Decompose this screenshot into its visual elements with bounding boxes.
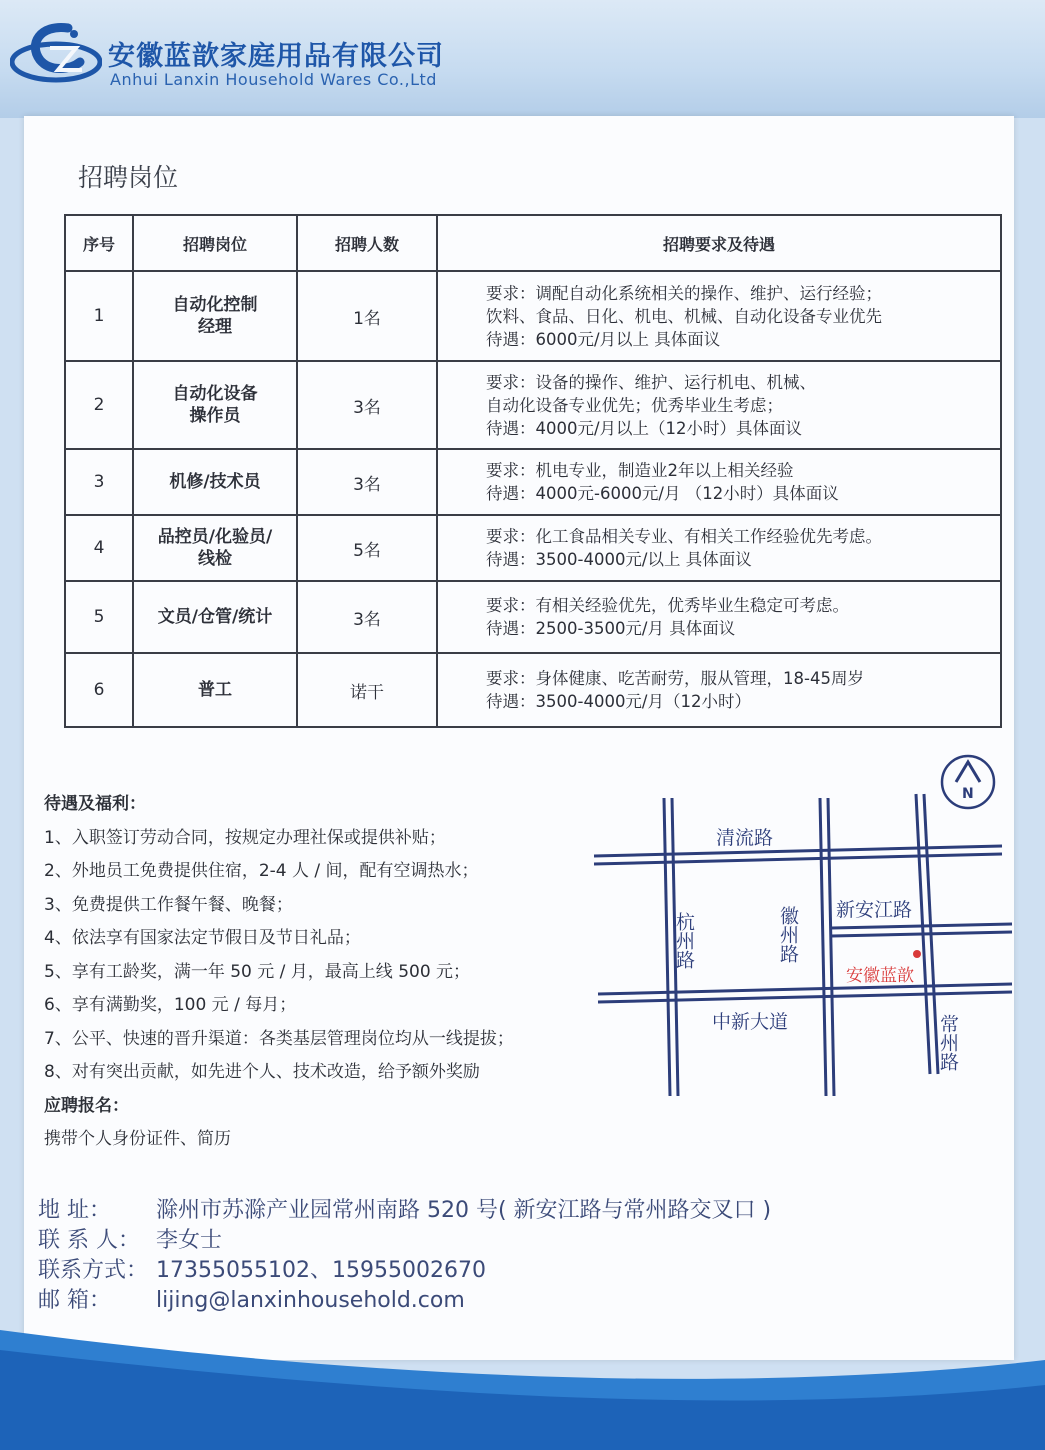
- row-details: [437, 515, 1001, 581]
- header-count: 招聘人数: [297, 215, 437, 271]
- position-line: 自动化设备: [172, 384, 258, 404]
- row-no: 3: [65, 449, 133, 515]
- row-position: [133, 581, 297, 653]
- person-row: [38, 1226, 771, 1256]
- svg-text:常州路: 常州路: [937, 1014, 959, 1071]
- row-no: 6: [65, 653, 133, 727]
- row-details: [437, 653, 1001, 727]
- row-position: [133, 515, 297, 581]
- benefit-item: 6、享有满勤奖，100 元 / 每月；: [44, 995, 297, 1015]
- contact-section: [38, 1196, 771, 1316]
- position-line: 品控员/化验员/: [157, 527, 273, 547]
- address-value: 滁州市苏滁产业园常州南路 520 号( 新安江路与常州路交叉口 ): [156, 1198, 772, 1223]
- row-details: [437, 361, 1001, 449]
- row-count: 诺干: [297, 653, 437, 727]
- row-no: 4: [65, 515, 133, 581]
- apply-title: 应聘报名：: [44, 1095, 129, 1116]
- svg-text:杭州路: 杭州路: [673, 912, 695, 969]
- north-arrow-icon: [956, 762, 980, 782]
- company-name-cn: 安徽蓝歆家庭用品有限公司: [108, 41, 444, 72]
- table-row: [65, 361, 1001, 449]
- detail-line: 要求：设备的操作、维护、运行机电、机械、: [486, 372, 816, 392]
- detail-line: 要求：有相关经验优先，优秀毕业生稳定可考虑。: [486, 596, 849, 615]
- detail-line: 待遇：4000元/月以上（12小时）具体面议: [486, 418, 803, 438]
- benefit-item: 7、公平、快速的晋升渠道：各类基层管理岗位均从一线提拔；: [44, 1028, 514, 1049]
- benefit-item: 2、外地员工免费提供住宿，2-4 人 / 间，配有空调热水；: [44, 861, 479, 881]
- detail-line: 要求：身体健康、吃苦耐劳，服从管理，18-45周岁: [486, 669, 864, 688]
- row-position: [133, 653, 297, 727]
- detail-line: 饮料、食品、日化、机电、机械、自动化设备专业优先: [486, 306, 882, 326]
- header-no: 序号: [65, 215, 133, 271]
- position-line: 自动化控制: [172, 295, 258, 315]
- benefits-title: 待遇及福利：: [44, 794, 146, 814]
- detail-line: 待遇：6000元/月以上 具体面议: [486, 329, 721, 349]
- detail-line: 待遇：4000元-6000元/月 （12小时）具体面议: [486, 484, 839, 503]
- row-details: [437, 581, 1001, 653]
- row-count: 3名: [297, 581, 437, 653]
- section-title: 招聘岗位: [78, 163, 179, 192]
- row-position: [133, 449, 297, 515]
- road-label-qingliu: 清流路: [716, 827, 774, 849]
- email-row: [38, 1286, 771, 1316]
- detail-line: 要求：机电专业，制造业2年以上相关经验: [486, 461, 794, 480]
- road-label-huizhou: [777, 906, 799, 963]
- benefit-item: 5、享有工龄奖，满一年 50 元 / 月，最高上线 500 元；: [44, 961, 471, 982]
- benefit-item: 1、入职签订劳动合同，按规定办理社保或提供补贴；: [44, 827, 446, 848]
- benefit-item: 8、对有突出贡献，如先进个人、技术改造，给予额外奖励: [44, 1062, 480, 1082]
- row-count: 5名: [297, 515, 437, 581]
- svg-text:徽州路: 徽州路: [777, 906, 799, 963]
- row-position: [133, 271, 297, 361]
- row-no: 5: [65, 581, 133, 653]
- address-label: 地 址：: [38, 1198, 111, 1223]
- benefits-section: [44, 788, 514, 1157]
- header-details: 招聘要求及待遇: [437, 215, 1001, 271]
- position-line: 经理: [198, 317, 232, 337]
- marker-label: 安徽蓝歆: [846, 966, 914, 986]
- person-value: 李女士: [156, 1228, 223, 1253]
- detail-line: 待遇：3500-4000元/月（12小时）: [486, 692, 751, 711]
- position-line: 普工: [198, 680, 232, 700]
- row-count: 3名: [297, 361, 437, 449]
- table-row: [65, 653, 1001, 727]
- road-label-hangzhou: [673, 912, 695, 969]
- position-line: 操作员: [189, 406, 241, 426]
- apply-text: 携带个人身份证件、简历: [44, 1129, 231, 1149]
- row-details: [437, 271, 1001, 361]
- road-label-xinanjiang: 新安江路: [836, 899, 913, 921]
- job-table: [64, 214, 1002, 728]
- header-banner: [0, 0, 1045, 118]
- location-map: [592, 752, 1022, 1102]
- table-row: [65, 271, 1001, 361]
- email-label: 邮 箱：: [38, 1288, 111, 1313]
- position-line: 线检: [198, 549, 232, 569]
- table-header-row: [65, 215, 1001, 271]
- footer-wave-decoration: [0, 1330, 1045, 1450]
- phone-value: 17355055102、15955002670: [156, 1258, 486, 1283]
- detail-line: 自动化设备专业优先；优秀毕业生考虑；: [486, 395, 783, 415]
- phone-label: 联系方式：: [38, 1258, 149, 1283]
- benefit-item: 3、免费提供工作餐午餐、晚餐；: [44, 894, 293, 915]
- road-label-changzhou: [937, 1014, 959, 1071]
- company-name-en: Anhui Lanxin Household Wares Co.,Ltd: [110, 70, 437, 89]
- row-details: [437, 449, 1001, 515]
- road-label-zhongxin: 中新大道: [712, 1011, 789, 1033]
- company-logo-icon: [10, 14, 102, 94]
- position-line: 机修/技术员: [169, 472, 261, 492]
- email-value: lijing@lanxinhousehold.com: [156, 1288, 465, 1313]
- header-position: 招聘岗位: [133, 215, 297, 271]
- detail-line: 要求：调配自动化系统相关的操作、维护、运行经验；: [486, 283, 882, 303]
- table-row: [65, 515, 1001, 581]
- detail-line: 待遇：3500-4000元/以上 具体面议: [486, 550, 752, 569]
- row-no: 1: [65, 271, 133, 361]
- person-label: 联 系 人：: [38, 1228, 140, 1253]
- row-count: 3名: [297, 449, 437, 515]
- row-count: 1名: [297, 271, 437, 361]
- benefit-item: 4、依法享有国家法定节假日及节日礼品；: [44, 928, 361, 948]
- detail-line: 待遇：2500-3500元/月 具体面议: [486, 619, 736, 638]
- row-no: 2: [65, 361, 133, 449]
- phone-row: [38, 1256, 771, 1286]
- position-line: 文员/仓管/统计: [157, 607, 273, 627]
- detail-line: 要求：化工食品相关专业、有相关工作经验优先考虑。: [486, 527, 882, 546]
- table-row: [65, 449, 1001, 515]
- compass-label: N: [962, 786, 974, 802]
- row-position: [133, 361, 297, 449]
- location-marker-icon: [913, 950, 921, 958]
- table-row: [65, 581, 1001, 653]
- address-row: [38, 1196, 771, 1226]
